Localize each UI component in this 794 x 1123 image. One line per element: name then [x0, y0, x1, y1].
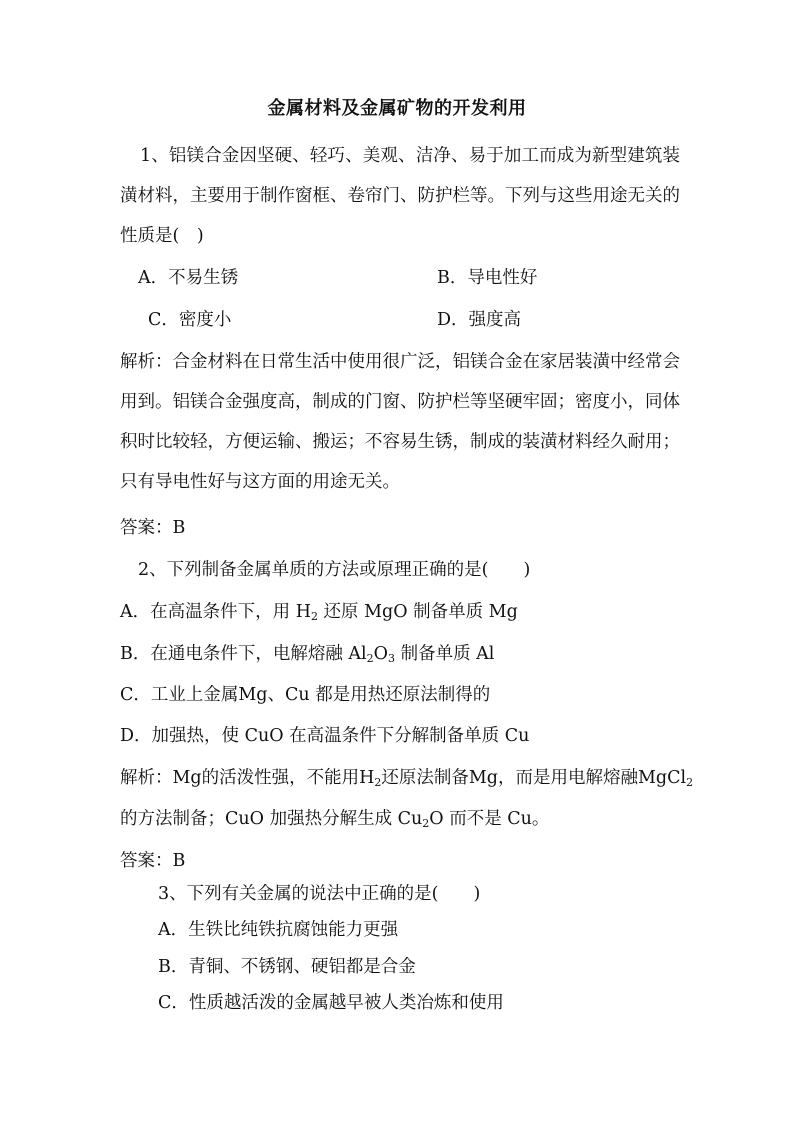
question-2-option-a: A．在高温条件下，用 $H_2$ 还原 MgO 制备单质 Mg — [120, 602, 518, 623]
question-2-analysis-line-1: 解析：Mg的活泼性强，不能用$H_2$还原法制备Mg，而是用电解熔融MgCl$_2$ — [120, 768, 694, 789]
question-2-analysis-line-2: 的方法制备；CuO 加强热分解生成 $Cu_2O$ 而不是 Cu。 — [120, 809, 550, 830]
question-1-answer: 答案：B — [120, 518, 186, 538]
question-1-analysis: 解析：合金材料在日常生活中使用很广泛，铝镁合金在家居装潢中经常会用到。铝镁合金强度高，制成的门窗、防护栏等坚硬牢固；密度小，同体积时比较轻，方便运输、搬运；不容易生锈，制成的装潢材料经久耐用；只有导电性好与这方面的用途无关。 — [120, 352, 680, 492]
question-2-option-c: C．工业上金属Mg、Cu 都是用热还原法制得的 — [120, 685, 491, 705]
question-2-option-b: B．在通电条件下，电解熔融 $Al_2O_3$ 制备单质 Al — [120, 644, 495, 665]
page-title: 金属材料及金属矿物的开发利用 — [267, 98, 527, 119]
question-2-stem: 2、下列制备金属单质的方法或原理正确的是( ) — [138, 560, 531, 580]
question-1-option-d: D．强度高 — [437, 310, 522, 330]
question-3-stem: 3、下列有关金属的说法中正确的是( ) — [158, 884, 481, 904]
question-2-option-d: D．加强热，使 CuO 在高温条件下分解制备单质 Cu — [120, 726, 530, 746]
question-3-option-a: A．生铁比纯铁抗腐蚀能力更强 — [158, 920, 399, 940]
question-3-option-c: C．性质越活泼的金属越早被人类冶炼和使用 — [158, 993, 504, 1013]
question-1-option-b: B．导电性好 — [437, 268, 538, 288]
question-1-option-c: C．密度小 — [148, 310, 232, 330]
question-1-option-a: A．不易生锈 — [138, 268, 239, 288]
question-3-option-b: B．青铜、不锈钢、硬铝都是合金 — [158, 957, 416, 977]
question-2-answer: 答案：B — [120, 851, 186, 871]
question-1-stem: 1、铝镁合金因坚硬、轻巧、美观、洁净、易于加工而成为新型建筑装潢材料，主要用于制作窗框、卷帘门、防护栏等。下列与这些用途无关的性质是( ) — [120, 146, 680, 246]
